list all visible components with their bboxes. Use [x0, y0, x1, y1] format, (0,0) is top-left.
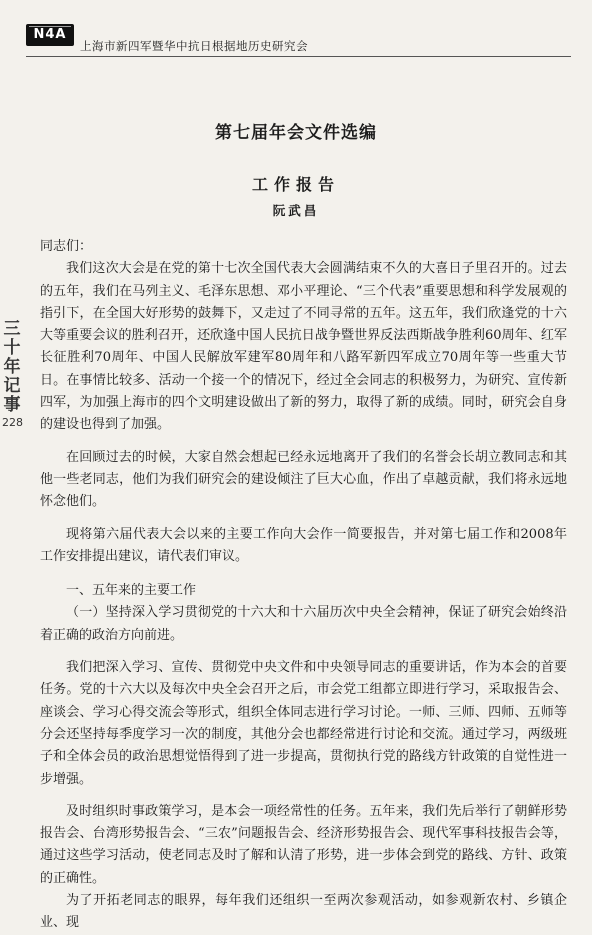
report-body: [40, 236, 567, 935]
paragraph: 我们这次大会是在党的第十七次全国代表大会圆满结束不久的大喜日子里召开的。过去的五年，我们在马列主义、毛泽东思想、邓小平理论、“三个代表”重要思想和科学发展观的指引下，在全国大好形势的鼓舞下，又走过了不同寻常的五年。这五年，我们欣逢党的十六大等重要会议的胜利召开，还欣逢中国人民抗日战争暨世界反法西斯战争胜利60周年、红军长征胜利70周年、中国人民解放军建军80周年和八路军新四军成立70周年等一些重大节日。在事情比较多、活动一个接一个的情况下，经过全会同志的积极努力，为研究、宣传新四军，为加强上海市的四个文明建设做出了新的努力，取得了新的成绩。同时，研究会自身的建设也得到了加强。: [40, 261, 567, 433]
section-heading: 一、五年来的主要工作: [66, 583, 197, 599]
paragraph: 现将第六届代表大会以来的主要工作向大会作一简要报告，并对第七届工作和2008年工作安排提出建议，请代表们审议。: [40, 526, 567, 564]
n4a-logo: N4A: [26, 24, 74, 46]
report-title: 工作报告: [251, 175, 340, 194]
page-number: 228: [2, 416, 23, 429]
page-header: [0, 0, 592, 66]
organization-name: 上海市新四军暨华中抗日根据地历史研究会: [80, 39, 308, 53]
paragraph: 在回顾过去的时候，大家自然会想起已经永远地离开了我们的名誉会长胡立教同志和其他一些老同志，他们为我们研究会的建设倾注了巨大心血，作出了卓越贡献，我们将永远地怀念他们。: [40, 449, 567, 510]
paragraph: 为了开拓老同志的眼界，每年我们还组织一至两次参观活动，如参观新农村、乡镇企业、现: [40, 893, 567, 931]
author-name: 阮武昌: [272, 203, 320, 218]
salutation: 同志们：: [40, 239, 93, 254]
document-title: 第七届年会文件选编: [215, 123, 377, 143]
side-calligraphy-mark: 三十年记事: [3, 319, 21, 415]
header-rule: [26, 56, 571, 57]
paragraph: 我们把深入学习、宣传、贯彻党中央文件和中央领导同志的重要讲话，作为本会的首要任务。党的十六大以及每次中央全会召开之后，市会党工组都立即进行学习，采取报告会、座谈会、学习心得交流会等形式，组织全体同志进行学习讨论。一师、三师、四师、五师等分会还坚持每季度学习一次的制度，其他分会也都经常进行讨论和交流。通过学习，两级班子和全体会员的政治思想觉悟得到了进一步提高，贯彻执行党的路线方针政策的自觉性进一步增强。: [40, 660, 567, 787]
subsection-heading: （一）坚持深入学习贯彻党的十六大和十六届历次中央全会精神，保证了研究会始终沿着正确的政治方向前进。: [40, 605, 567, 643]
paragraph: 及时组织时事政策学习，是本会一项经常性的任务。五年来，我们先后举行了朝鲜形势报告会、台湾形势报告会、“三农”问题报告会、经济形势报告会、现代军事科技报告会等，通过这些学习活动，使老同志及时了解和认清了形势，进一步体会到党的路线、方针、政策的正确性。: [40, 803, 567, 886]
